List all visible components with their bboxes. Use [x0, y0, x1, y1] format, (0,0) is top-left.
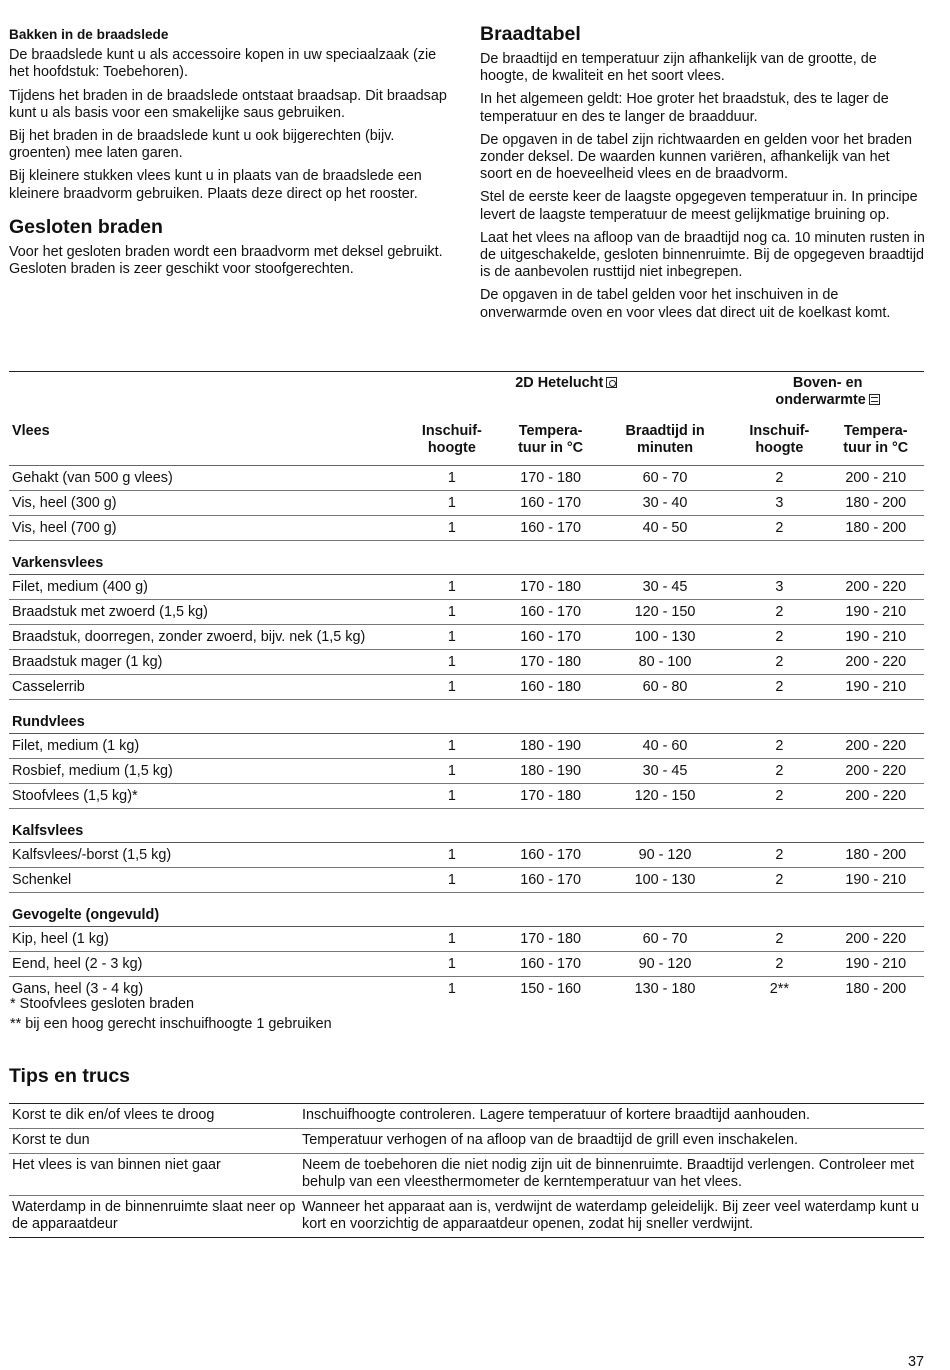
paragraph: Laat het vlees na afloop van de braadtijd nog ca. 10 minuten rusten in de uitgeschakelde, gesloten binnenruimte. Bij de opgegeven braadtijd is de aanbevolen rusttijd niet inbegrepen. — [480, 229, 925, 281]
table-row: Vis, heel (300 g) 1 160 - 170 30 - 40 3 180 - 200 — [9, 491, 924, 516]
table-section-rundvlees: Rundvlees — [9, 700, 924, 734]
paragraph: De opgaven in de tabel gelden voor het inschuiven in de onverwarmde oven en voor vlees dat direct uit de koelkast komt. — [480, 287, 891, 321]
roasting-table — [9, 371, 924, 1001]
paragraph: Voor het gesloten braden wordt een braadvorm met deksel gebruikt. Gesloten braden is zeer geschikt voor stoofgerechten. — [9, 243, 443, 278]
table-row: Schenkel 1 160 - 170 100 - 130 2 190 - 210 — [9, 868, 924, 893]
column-header-height: Inschuif- hoogte — [401, 417, 502, 466]
table-row: Kalfsvlees/-borst (1,5 kg) 1 160 - 170 90 - 120 2 180 - 200 — [9, 843, 924, 868]
paragraph: De opgaven in de tabel zijn richtwaarden en gelden voor het braden zonder deksel. De waarden kunnen variëren, afhankelijk van het soort en de hoeveelheid vlees en de braadvorm. — [480, 131, 913, 183]
paragraph: Tijdens het braden in de braadslede ontstaat braadsap. Dit braadsap kunt u als basis voor een smakelijke saus gebruiken. — [9, 87, 447, 121]
table-section-kalfsvlees: Kalfsvlees — [9, 809, 924, 843]
tips-table — [9, 1103, 924, 1238]
table-row: Kip, heel (1 kg) 1 170 - 180 60 - 70 2 200 - 220 — [9, 927, 924, 952]
group-header-line1: Boven- en — [792, 375, 863, 391]
column-header-time: Braadtijd in minuten — [599, 417, 731, 466]
table-row: Braadstuk met zwoerd (1,5 kg) 1 160 - 170 120 - 150 2 190 - 210 — [9, 600, 924, 625]
right-column — [480, 22, 925, 328]
tips-solution: Wanneer het apparaat aan is, verdwijnt de waterdamp geleidelijk. Bij zeer veel waterdamp kunt u kort en voorzichtig de apparaatdeur openen, zodat hij sneller verdwijnt. — [302, 1199, 919, 1232]
column-header-vlees: Vlees — [9, 417, 401, 466]
paragraph: Bij kleinere stukken vlees kunt u in plaats van de braadslede een kleinere braadvorm gebruiken. Plaats deze direct op het rooster. — [9, 168, 422, 202]
column-header-temperature: Tempera- tuur in °C — [502, 417, 598, 466]
group-header-top-bottom-heat — [731, 372, 924, 418]
section-heading-tips: Tips en trucs — [9, 1065, 131, 1087]
table-group-header — [9, 372, 924, 418]
group-header-hot-air-label: 2D Hetelucht — [515, 375, 604, 391]
paragraph: Stel de eerste keer de laagste opgegeven temperatuur in. In principe levert de laagste temperatuur de meest gelijkmatige bruining op. — [480, 189, 918, 223]
footnote-2: ** bij een hoog gerecht inschuifhoogte 1 gebruiken — [10, 1016, 332, 1032]
table-row: Filet, medium (400 g) 1 170 - 180 30 - 45 3 200 - 220 — [9, 575, 924, 600]
tips-solution: Temperatuur verhogen of na afloop van de braadtijd de grill even inschakelen. — [299, 1129, 924, 1154]
paragraph: In het algemeen geldt: Hoe groter het braadstuk, des te lager de temperatuur en des te langer de braadduur. — [480, 91, 889, 125]
group-header-hot-air — [401, 372, 731, 418]
table-row: Eend, heel (2 - 3 kg) 1 160 - 170 90 - 120 2 190 - 210 — [9, 952, 924, 977]
section-heading-braadtabel: Braadtabel — [480, 23, 581, 45]
paragraph: Bij het braden in de braadslede kunt u ook bijgerechten (bijv. groenten) mee laten garen. — [9, 128, 395, 162]
tips-problem: Het vlees is van binnen niet gaar — [9, 1154, 299, 1196]
table-row: Gans, heel (3 - 4 kg) 1 150 - 160 130 - 180 2** 180 - 200 — [12, 981, 907, 997]
paragraph: De braadslede kunt u als accessoire kopen in uw speciaalzaak (zie het hoofdstuk: Toebehoren). — [9, 47, 437, 81]
table-row: Casselerrib 1 160 - 180 60 - 80 2 190 - 210 — [9, 675, 924, 700]
section-heading-bakken: Bakken in de braadslede — [9, 27, 169, 42]
tips-row — [9, 1154, 924, 1196]
footnote-1: * Stoofvlees gesloten braden — [10, 996, 195, 1012]
page-number: 37 — [907, 1354, 924, 1370]
table-row: Braadstuk, doorregen, zonder zwoerd, bijv. nek (1,5 kg) 1 160 - 170 100 - 130 2 190 - 210 — [9, 625, 924, 650]
table-section-varkensvlees: Varkensvlees — [9, 541, 924, 575]
table-row: Filet, medium (1 kg) 1 180 - 190 40 - 60 2 200 - 220 — [9, 734, 924, 759]
table-row: Vis, heel (700 g) 1 160 - 170 40 - 50 2 180 - 200 — [9, 516, 924, 541]
section-heading-gesloten-braden: Gesloten braden — [9, 215, 163, 238]
table-row: Braadstuk mager (1 kg) 1 170 - 180 80 - 100 2 200 - 220 — [9, 650, 924, 675]
table-row: Rosbief, medium (1,5 kg) 1 180 - 190 30 - 45 2 200 - 220 — [9, 759, 924, 784]
table-column-header — [9, 417, 924, 466]
tips-row — [9, 1129, 924, 1154]
hot-air-fan-icon — [606, 377, 617, 388]
tips-solution: Inschuifhoogte controleren. Lagere temperatuur of kortere braadtijd aanhouden. — [299, 1104, 924, 1129]
left-column — [9, 22, 455, 284]
paragraph: De braadtijd en temperatuur zijn afhankelijk van de grootte, de hoogte, de kwaliteit en het soort vlees. — [480, 51, 877, 85]
tips-problem: Korst te dun — [9, 1129, 299, 1154]
tips-solution: Neem de toebehoren die niet nodig zijn uit de binnenruimte. Braadtijd verlengen. Controleer met behulp van een vleesthermometer de kerntemperatuur van het vlees. — [299, 1154, 924, 1196]
table-section-gevogelte: Gevogelte (ongevuld) — [9, 893, 924, 927]
tips-problem: Korst te dik en/of vlees te droog — [9, 1104, 299, 1129]
table-row: Gehakt (van 500 g vlees) 1 170 - 180 60 - 70 2 200 - 210 — [9, 466, 924, 491]
tips-problem: Waterdamp in de binnenruimte slaat neer op de apparaatdeur — [12, 1199, 296, 1232]
tips-row — [9, 1104, 924, 1129]
table-footnotes — [10, 994, 332, 1034]
column-header-height-2: Inschuif- hoogte — [731, 417, 827, 466]
group-header-line2: onderwarmte — [775, 392, 866, 408]
table-row: Stoofvlees (1,5 kg)* 1 170 - 180 120 - 150 2 200 - 220 — [9, 784, 924, 809]
column-header-temperature-2: Tempera- tuur in °C — [828, 417, 925, 466]
tips-row — [9, 1196, 924, 1238]
top-bottom-heat-icon — [869, 394, 880, 405]
